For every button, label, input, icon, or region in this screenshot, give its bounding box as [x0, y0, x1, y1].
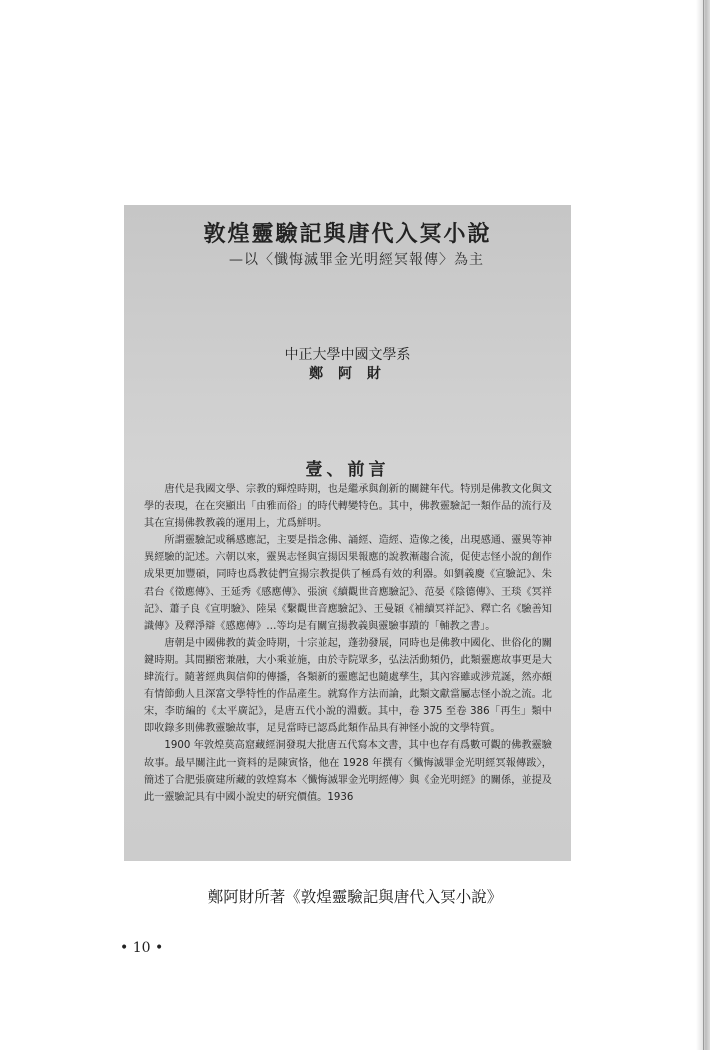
body-paragraph: 唐代是我國文學、宗教的輝煌時期，也是繼承與創新的關鍵年代。特別是佛教文化與文學的表現，在在突顯出「由雅而俗」的時代轉變特色。其中，佛教靈驗記一類作品的流行及其在宣揚佛教教義的運用上，尤爲鮮明。 [144, 484, 552, 530]
article-subtitle: —以〈懺悔滅罪金光明經冥報傳〉為主 [229, 252, 484, 268]
scanned-article-photo [124, 205, 571, 861]
article-body [144, 481, 552, 806]
author-affiliation: 中正大學中國文學系 [284, 347, 411, 363]
body-paragraph: 1900 年敦煌莫高窟藏經洞發現大批唐五代寫本文書，其中也存有爲數可觀的佛教靈驗故事。最早關注此一資料的是陳寅恪，他在 1928 年撰有〈懺悔滅罪金光明經冥報傳跋〉，簡述了合肥張廣建所藏的敦煌寫本〈懺悔滅罪金光明經傳〉與《金光明經》的關係，並提及此一靈驗記具有中國小說史的研究價值。1936 [144, 740, 552, 803]
body-paragraph: 所謂靈驗記或稱感應記，主要是指念佛、誦經、造經、造像之後，出現感通、靈異等神異經驗的記述。六朝以來，靈異志怪與宣揚因果報應的說教漸趨合流，促使志怪小說的創作成果更加豐碩，同時也爲教徒們宣揚宗教提供了極爲有效的利器。如劉義慶《宣驗記》、朱君台《徵應傳》、王延秀《感應傳》、張演《續觀世音應驗記》、范晏《陰德傳》、王琰《冥祥記》、蕭子良《宣明驗》、陸杲《繫觀世音應驗記》、王曼穎《補續冥祥記》、釋亡名《驗善知識傳》及釋淨辯《感應傳》…等均是有關宣揚教義與靈驗事蹟的「輔教之書」。 [144, 535, 552, 632]
section-heading: 壹、前言 [305, 460, 390, 480]
body-paragraph: 唐朝是中國佛教的黃金時期，十宗並起，蓬勃發展，同時也是佛教中國化、世俗化的關鍵時期。其間顯密兼融，大小乘並施，由於寺院眾多，弘法活動頻仍，此類靈應故事更是大肆流行。隨著經典與信仰的傳播，各類新的靈應記也隨處孳生，其內容雖或涉荒誕，然亦頗有情節動人且深富文學特性的作品產生。就寫作方法而論，此類文獻當屬志怪小說之流。北宋，李昉編的《太平廣記》，是唐五代小說的淵藪。其中，卷 375 至卷 386「再生」類中即收錄多則佛教靈驗故事，足見當時已認爲此類作品具有神怪小說的文學特質。 [144, 637, 552, 735]
figure-caption: 鄭阿財所著《敦煌靈驗記與唐代入冥小說》 [207, 888, 503, 906]
author-name: 鄭 阿 財 [309, 366, 386, 382]
article-title: 敦煌靈驗記與唐代入冥小說 [203, 221, 492, 247]
page-number: • 10 • [120, 940, 164, 956]
